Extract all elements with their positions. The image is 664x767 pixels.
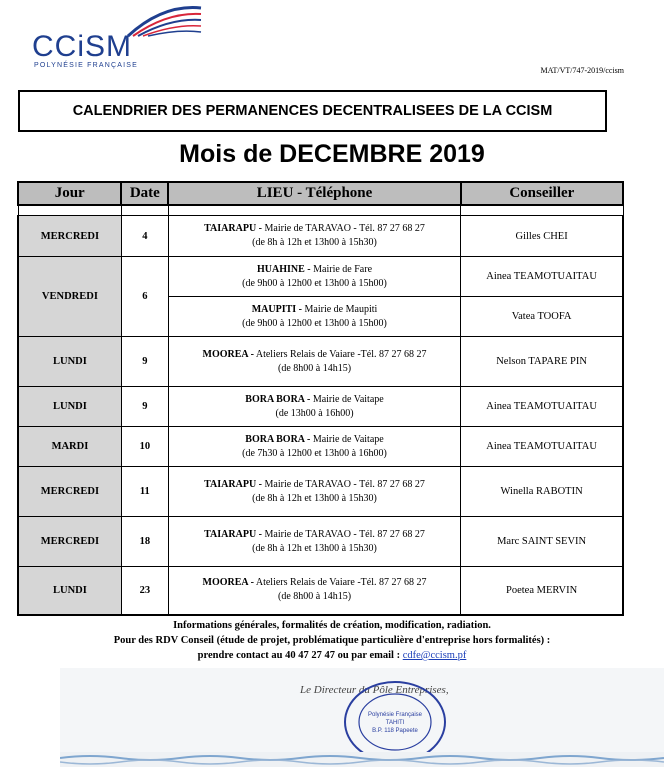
location-cell: [168, 216, 460, 257]
location-name: TAIARAPU -: [204, 223, 262, 234]
document-title: CALENDRIER DES PERMANENCES DECENTRALISEES DE LA CCISM: [18, 90, 607, 132]
director-title: Le Directeur du Pôle Entreprises,: [300, 684, 449, 696]
advisor-cell: Vatea TOOFA: [461, 297, 623, 337]
location-cell: [168, 387, 460, 427]
location-name: MOOREA -: [202, 348, 254, 360]
day-cell: LUNDI: [18, 567, 121, 615]
table-row: [18, 517, 623, 567]
advisor-cell: Nelson TAPARE PIN: [461, 337, 623, 387]
advisor-cell: Ainea TEAMOTUAITAU: [461, 387, 623, 427]
day-cell: VENDREDI: [18, 257, 121, 337]
location-name: BORA BORA -: [245, 433, 311, 445]
location-details: Mairie de Vaitape: [310, 393, 384, 405]
table-row: [18, 567, 623, 615]
day-cell: LUNDI: [18, 337, 121, 387]
header-lieu: LIEU - Téléphone: [168, 182, 460, 205]
date-cell: 23: [121, 567, 168, 615]
logo-swoosh-icon: [123, 2, 203, 42]
location-details: Mairie de TARAVAO - Tél. 87 27 68 27: [262, 223, 425, 234]
decorative-footer-band: [60, 752, 664, 767]
stamp-line-3: B.P. 118 Papeete: [372, 728, 418, 734]
date-cell: 11: [121, 467, 168, 517]
document-reference: MAT/VT/747-2019/ccism: [540, 66, 624, 75]
table-row: [18, 257, 623, 297]
location-details: Ateliers Relais de Vaiare -Tél. 87 27 68 27: [253, 348, 427, 360]
day-cell: MARDI: [18, 427, 121, 467]
location-hours: (de 8h à 12h et 13h00 à 15h30): [252, 542, 377, 554]
footer-contact-line: [0, 648, 664, 664]
advisor-cell: Ainea TEAMOTUAITAU: [461, 427, 623, 467]
date-cell: 9: [121, 337, 168, 387]
location-hours: (de 7h30 à 12h00 et 13h00 à 16h00): [242, 447, 387, 459]
location-details: Mairie de Fare: [310, 263, 373, 275]
location-hours: (de 8h à 12h et 13h00 à 15h30): [252, 237, 377, 248]
table-spacer-row: [18, 205, 623, 216]
location-name: BORA BORA -: [245, 393, 311, 405]
location-name: HUAHINE -: [257, 263, 311, 275]
date-cell: 18: [121, 517, 168, 567]
location-cell: [168, 567, 460, 615]
location-cell: [168, 297, 460, 337]
location-cell: [168, 337, 460, 387]
location-hours: (de 9h00 à 12h00 et 13h00 à 15h00): [242, 317, 387, 329]
location-hours: (de 13h00 à 16h00): [275, 407, 354, 419]
footer-info-line: Informations générales, formalités de création, modification, radiation.: [173, 620, 491, 631]
location-cell: [168, 257, 460, 297]
table-header-row: [18, 182, 623, 205]
header-jour: Jour: [18, 182, 121, 205]
day-cell: MERCREDI: [18, 517, 121, 567]
table-row: [18, 337, 623, 387]
logo-subtitle: POLYNÉSIE FRANÇAISE: [34, 62, 138, 69]
header-conseiller: Conseiller: [461, 182, 623, 205]
contact-email-link[interactable]: cdfe@ccism.pf: [402, 650, 467, 661]
location-name: TAIARAPU -: [204, 528, 262, 540]
location-hours: (de 9h00 à 12h00 et 13h00 à 15h00): [242, 277, 387, 289]
month-heading: Mois de DECEMBRE 2019: [179, 140, 485, 168]
location-cell: [168, 467, 460, 517]
day-cell: LUNDI: [18, 387, 121, 427]
location-details: Mairie de TARAVAO - Tél. 87 27 68 27: [262, 478, 425, 490]
table-row: [18, 216, 623, 257]
advisor-cell: Poetea MERVIN: [461, 567, 623, 615]
location-details: Ateliers Relais de Vaiare -Tél. 87 27 68 27: [253, 577, 427, 589]
day-cell: MERCREDI: [18, 467, 121, 517]
advisor-cell: Gilles CHEI: [461, 216, 623, 257]
stamp-line-1: Polynésie Française: [367, 712, 423, 718]
footer-contact-text: prendre contact au 40 47 27 47 ou par email :: [197, 650, 403, 661]
date-cell: 6: [121, 257, 168, 337]
date-cell: 10: [121, 427, 168, 467]
location-details: Mairie de Vaitape: [310, 433, 384, 445]
location-cell: [168, 427, 460, 467]
advisor-cell: Winella RABOTIN: [461, 467, 623, 517]
location-details: Mairie de TARAVAO - Tél. 87 27 68 27: [262, 528, 425, 540]
stamp-line-2: TAHITI: [385, 720, 405, 726]
location-name: MOOREA -: [202, 577, 254, 589]
location-hours: (de 8h00 à 14h15): [277, 362, 352, 374]
location-details: Mairie de Maupiti: [302, 303, 378, 315]
date-cell: 9: [121, 387, 168, 427]
logo-wordmark: CCiSM: [32, 30, 132, 63]
location-cell: [168, 517, 460, 567]
schedule-table: [17, 181, 624, 616]
table-row: [18, 387, 623, 427]
location-hours: (de 8h à 12h et 13h00 à 15h30): [252, 492, 377, 504]
advisor-cell: Ainea TEAMOTUAITAU: [461, 257, 623, 297]
ccism-logo: [28, 4, 203, 72]
location-hours: (de 8h00 à 14h15): [277, 591, 352, 603]
advisor-cell: Marc SAINT SEVIN: [461, 517, 623, 567]
day-cell: MERCREDI: [18, 216, 121, 257]
date-cell: 4: [121, 216, 168, 257]
location-name: MAUPITI -: [251, 303, 303, 315]
official-stamp-icon: [340, 676, 450, 764]
table-row: [18, 427, 623, 467]
footer-rdv-line: Pour des RDV Conseil (étude de projet, problématique particulière d'entreprise hors formalités) :: [113, 635, 551, 646]
header-date: Date: [121, 182, 168, 205]
location-name: TAIARAPU -: [204, 478, 262, 490]
table-row: [18, 467, 623, 517]
